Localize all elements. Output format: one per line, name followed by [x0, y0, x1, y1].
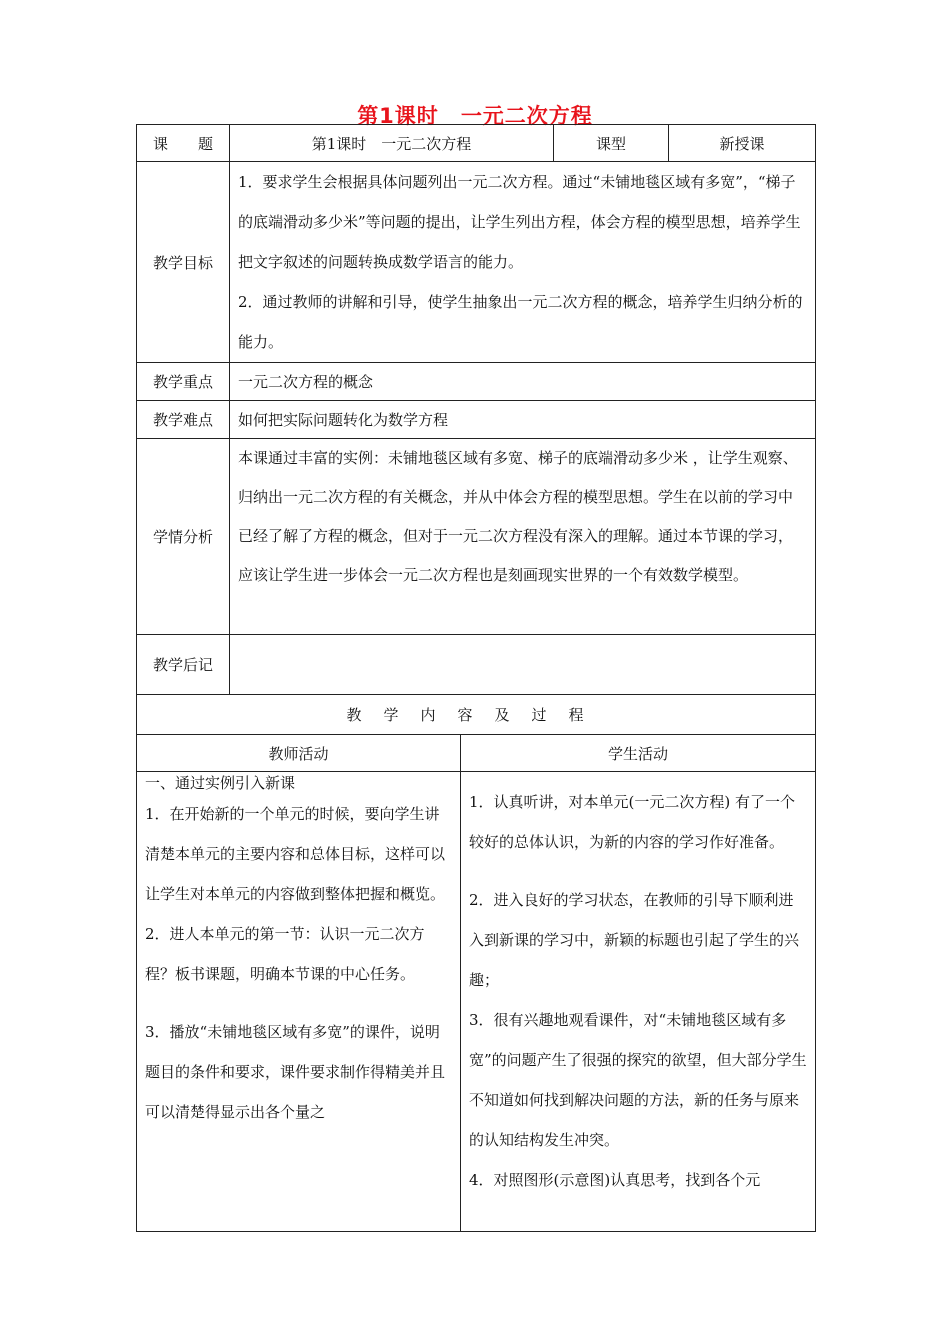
teacher-intro: 一、通过实例引入新课	[145, 774, 296, 792]
analysis-label: 学情分析	[137, 439, 230, 635]
key-point-text: 一元二次方程的概念	[238, 372, 374, 391]
process-heading: 教学内容及过程	[137, 695, 816, 735]
analysis-text: 本课通过丰富的实例：未铺地毯区域有多宽、梯子的底端滑动多少米 ，让学生观察、归纳出一元二次方程的有关概念，并从中体会方程的模型思想。学生在以前的学习中已经了解了方程的概念，但对于一元二次方程没有深入的理解。通过本节课的学习，应该让学生进一步体会一元二次方程也是刻画现实世界的一个有效数学模型。	[238, 449, 798, 584]
student-step-2: 2．进入良好的学习状态，在教师的引导下顺利进入到新课的学习中，新颖的标题也引起了学生的兴趣；	[469, 891, 800, 989]
analysis-content	[230, 439, 816, 635]
goal-2: 2．通过教师的讲解和引导，使学生抽象出一元二次方程的概念，培养学生归纳分析的能力。	[238, 293, 803, 351]
type-label: 课型	[554, 125, 669, 162]
postscript-label: 教学后记	[137, 635, 230, 695]
student-step-3: 3．很有兴趣地观看课件，对“未铺地毯区域有多宽”的问题产生了很强的探究的欲望，但大部分学生不知道如何找到解决问题的方法，新的任务与原来的认知结构发生冲突。	[469, 1011, 807, 1149]
goal-1: 1．要求学生会根据具体问题列出一元二次方程。通过“未铺地毯区域有多宽”，“梯子的底端滑动多少米”等问题的提出，让学生列出方程，体会方程的模型思想，培养学生把文字叙述的问题转换成数学语言的能力。	[238, 173, 801, 271]
title-lesson: 第1课时	[357, 104, 439, 128]
student-header: 学生活动	[461, 735, 816, 772]
difficulty-value	[230, 401, 816, 439]
type-value: 新授课	[669, 125, 816, 162]
teacher-header: 教师活动	[137, 735, 461, 772]
teacher-step-2: 2．进人本单元的第一节：认识一元二次方程？板书课题，明确本节课的中心任务。	[145, 925, 425, 983]
student-activities	[461, 772, 816, 1232]
teacher-activities	[137, 772, 461, 1232]
difficulty-text: 如何把实际问题转化为数学方程	[238, 410, 449, 429]
title-topic: 一元二次方程	[460, 104, 593, 128]
key-point-value	[230, 363, 816, 401]
key-point-label: 教学重点	[137, 363, 230, 401]
student-step-4: 4．对照图形(示意图)认真思考，找到各个元	[469, 1171, 761, 1189]
topic-value: 第1课时 一元二次方程	[230, 125, 554, 162]
difficulty-label: 教学难点	[137, 401, 230, 439]
postscript-value	[230, 635, 816, 695]
topic-label: 课 题	[137, 125, 230, 162]
student-step-1: 1．认真听讲，对本单元(一元二次方程) 有了一个较好的总体认识，为新的内容的学习作好准备。	[469, 793, 796, 851]
goals-content	[230, 162, 816, 363]
teacher-step-3: 3．播放“未铺地毯区域有多宽”的课件，说明题目的条件和要求，课件要求制作得精美并且可以清楚得显示出各个量之	[145, 1023, 446, 1121]
lesson-plan-table	[136, 124, 816, 1232]
goals-label: 教学目标	[137, 162, 230, 363]
teacher-step-1: 1．在开始新的一个单元的时候，要向学生讲清楚本单元的主要内容和总体目标，这样可以让学生对本单元的内容做到整体把握和概览。	[145, 805, 446, 903]
